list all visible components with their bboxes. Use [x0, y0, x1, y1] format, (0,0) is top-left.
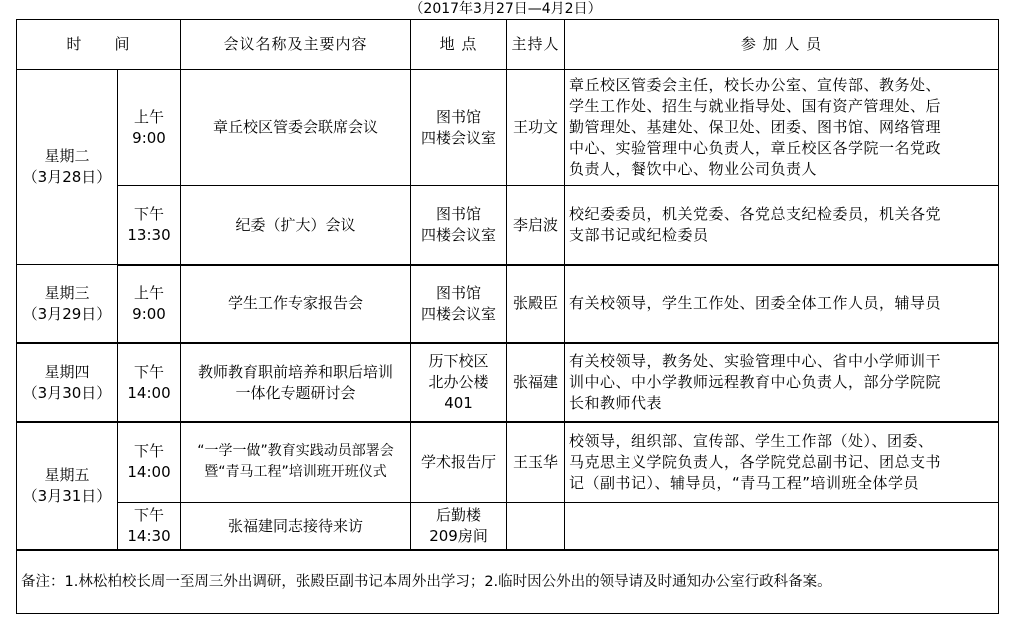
meeting-cell — [181, 265, 411, 343]
attendees-line: 章丘校区管委会主任，校长办公室、宣传部、教务处、 — [569, 76, 942, 95]
time: 9:00 — [132, 304, 166, 323]
location-cell — [411, 186, 507, 265]
location-line: 学术报告厅 — [421, 452, 497, 471]
location-cell — [411, 70, 507, 186]
time: 14:30 — [127, 527, 171, 546]
attendees-line: 有关校领导，教务处、实验管理中心、省中小学师训干 — [569, 352, 942, 371]
time-cell — [118, 502, 181, 550]
weekday: 星期四 — [44, 362, 90, 381]
time: 13:30 — [127, 226, 171, 245]
attendees-line: 支部书记或纪检委员 — [569, 226, 709, 245]
day-cell — [17, 265, 118, 343]
period: 下午 — [134, 506, 165, 525]
time-cell — [118, 422, 181, 502]
day-cell — [17, 70, 118, 265]
attendees-cell — [565, 265, 999, 343]
host-cell: 王功文 — [507, 70, 565, 186]
table-row — [17, 186, 999, 265]
period: 下午 — [134, 442, 165, 461]
header-host: 主持人 — [507, 20, 565, 70]
header-time: 时 间 — [17, 20, 181, 70]
table-row — [17, 502, 999, 550]
meeting-schedule-table — [16, 19, 999, 614]
location-line: 四楼会议室 — [421, 226, 497, 245]
meeting-cell — [181, 70, 411, 186]
table-row — [17, 422, 999, 502]
location-cell — [411, 422, 507, 502]
attendees-line: 负责人，餐饮中心、物业公司负责人 — [569, 160, 818, 179]
location-cell — [411, 343, 507, 422]
table-row — [17, 343, 999, 422]
meeting-cell — [181, 502, 411, 550]
day-cell — [17, 343, 118, 422]
table-row — [17, 70, 999, 186]
time: 9:00 — [132, 128, 166, 147]
meeting-cell — [181, 186, 411, 265]
host-cell: 王玉华 — [507, 422, 565, 502]
attendees-line: 长和教师代表 — [569, 394, 663, 413]
time-cell — [118, 343, 181, 422]
meeting-name: 教师教育职前培养和职后培训 — [198, 362, 394, 381]
header-attendees: 参 加 人 员 — [565, 20, 999, 70]
attendees-cell — [565, 422, 999, 502]
meeting-cell — [181, 422, 411, 502]
attendees-line: 有关校领导，学生工作处、团委全体工作人员，辅导员 — [569, 294, 942, 313]
meeting-name: “一学一做”教育实践动员部署会 — [197, 443, 394, 460]
location-line: 历下校区 — [428, 352, 489, 371]
location-cell — [411, 265, 507, 343]
host-cell: 张福建 — [507, 343, 565, 422]
attendees-cell — [565, 502, 999, 550]
host-cell: 张殿臣 — [507, 265, 565, 343]
attendees-line: 记（副书记）、辅导员，“青马工程”培训班全体学员 — [569, 473, 920, 492]
host-cell — [507, 502, 565, 550]
meeting-name: 张福建同志接待来访 — [228, 516, 364, 535]
period: 下午 — [134, 362, 165, 381]
meeting-name: 纪委（扩大）会议 — [235, 215, 356, 234]
location-line: 图书馆 — [436, 283, 482, 302]
location-line: 四楼会议室 — [421, 128, 497, 147]
time-cell — [118, 186, 181, 265]
date: （3月29日） — [22, 304, 112, 323]
meeting-name: 学生工作专家报告会 — [228, 294, 364, 313]
attendees-line: 马克思主义学院负责人，各学院党总副书记、团总支书 — [569, 452, 942, 471]
location-line: 图书馆 — [436, 107, 482, 126]
location-line: 图书馆 — [436, 205, 482, 224]
weekday: 星期三 — [44, 283, 90, 302]
meeting-name: 一体化专题研讨会 — [235, 383, 356, 402]
meeting-cell — [181, 343, 411, 422]
meeting-name: 章丘校区管委会联席会议 — [213, 118, 379, 137]
date: （3月28日） — [22, 168, 112, 187]
weekday: 星期五 — [44, 466, 90, 485]
time-cell — [118, 265, 181, 343]
header-row — [17, 20, 999, 70]
note-row — [17, 550, 999, 613]
attendees-cell — [565, 70, 999, 186]
location-line: 四楼会议室 — [421, 304, 497, 323]
attendees-line: 学生工作处、招生与就业指导处、国有资产管理处、后 — [569, 97, 942, 116]
time-cell — [118, 70, 181, 186]
attendees-cell — [565, 343, 999, 422]
attendees-cell — [565, 186, 999, 265]
host-cell: 李启波 — [507, 186, 565, 265]
header-location: 地 点 — [411, 20, 507, 70]
table-row — [17, 265, 999, 343]
attendees-line: 训中心、中小学教师远程教育中心负责人，部分学院院 — [569, 373, 942, 392]
location-line: 401 — [444, 394, 473, 413]
location-line: 北办公楼 — [428, 373, 489, 392]
date: （3月30日） — [22, 383, 112, 402]
time: 14:00 — [127, 383, 171, 402]
note-text: 备注：1.林松柏校长周一至周三外出调研，张殿臣副书记本周外出学习；2.临时因公外出的领导请及时通知办公室行政科备案。 — [17, 550, 999, 613]
period: 上午 — [134, 283, 165, 302]
location-line: 后勤楼 — [436, 506, 482, 525]
location-line: 209房间 — [429, 527, 488, 546]
attendees-line: 校领导，组织部、宣传部、学生工作部（处）、团委、 — [569, 431, 934, 450]
weekday: 星期二 — [44, 147, 90, 166]
attendees-line: 校纪委委员，机关党委、各党总支纪检委员，机关各党 — [569, 205, 942, 224]
location-cell — [411, 502, 507, 550]
header-meeting: 会议名称及主要内容 — [181, 20, 411, 70]
date: （3月31日） — [22, 487, 112, 506]
attendees-line: 勤管理处、基建处、保卫处、团委、图书馆、网络管理 — [569, 118, 942, 137]
time: 14:00 — [127, 463, 171, 482]
attendees-line: 中心、实验管理中心负责人，章丘校区各学院一名党政 — [569, 139, 942, 158]
schedule-date-range: （2017年3月27日—4月2日） — [409, 1, 602, 17]
meeting-name: 暨“青马工程”培训班开班仪式 — [204, 464, 387, 481]
period: 上午 — [134, 107, 165, 126]
day-cell — [17, 422, 118, 550]
period: 下午 — [134, 205, 165, 224]
